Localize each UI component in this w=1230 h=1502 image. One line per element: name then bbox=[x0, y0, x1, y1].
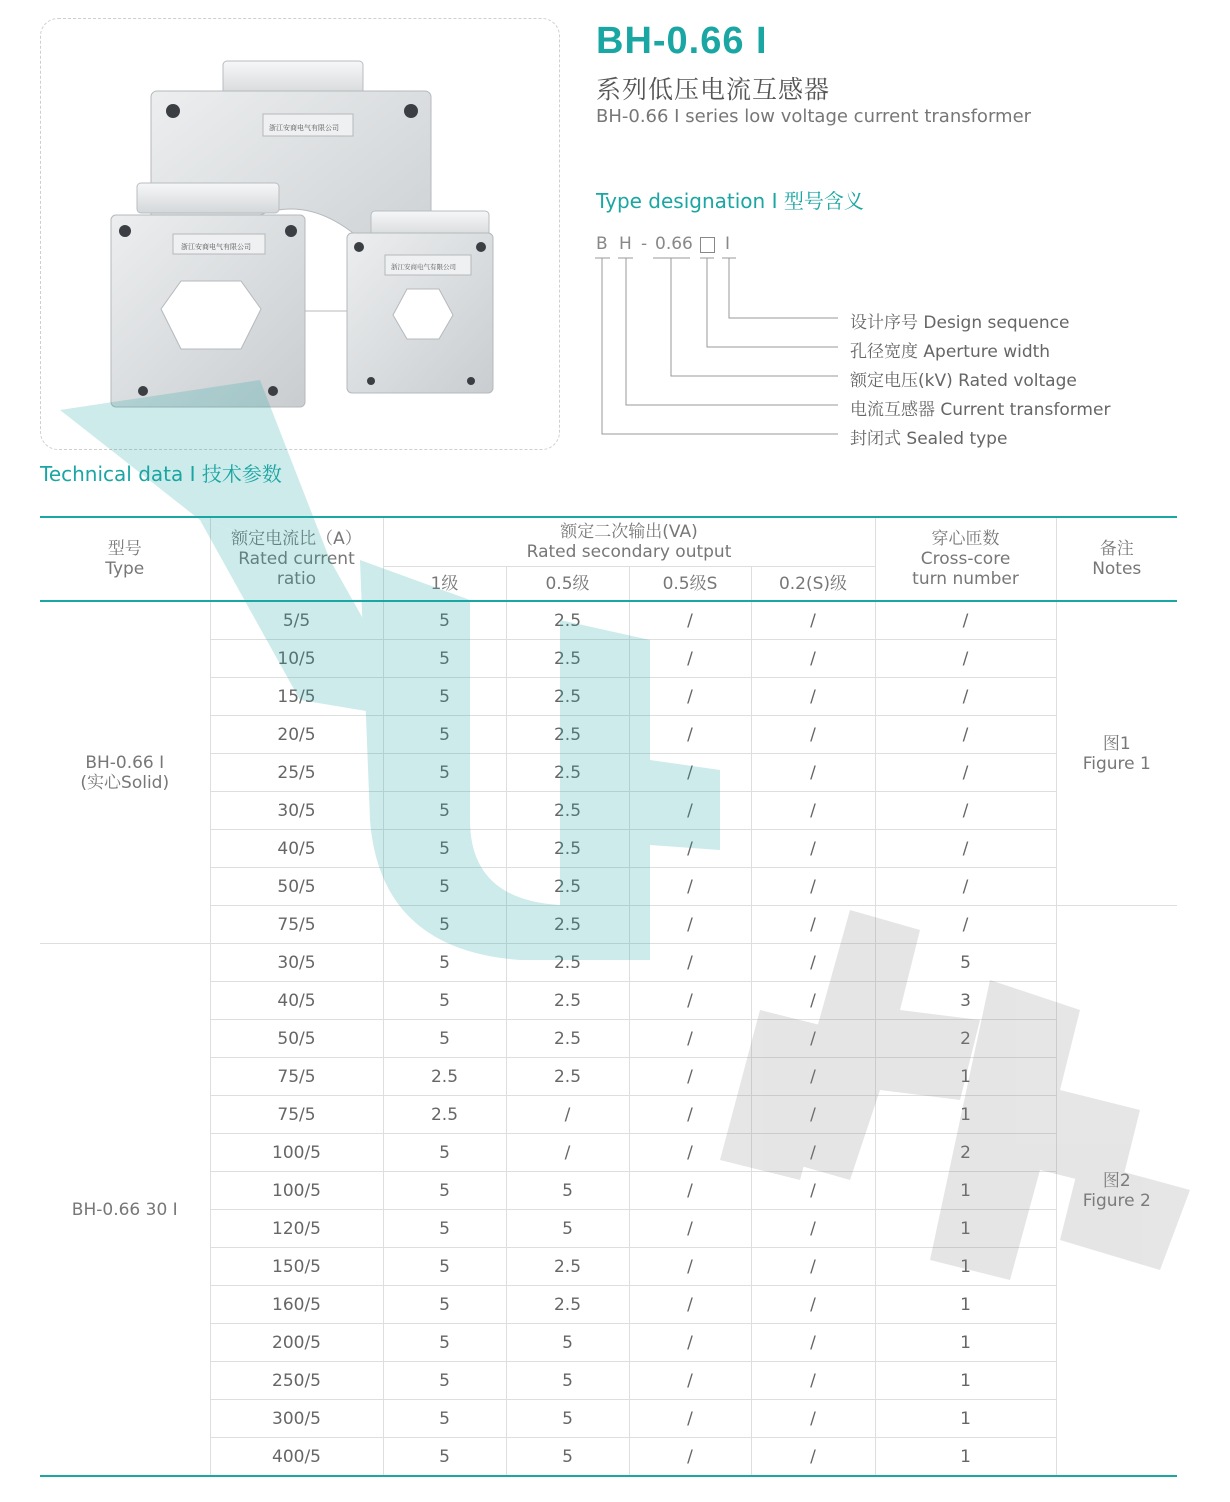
table-row bbox=[40, 1096, 1177, 1134]
code-voltage: 0.66 bbox=[655, 234, 693, 254]
class-0-5-cell: 2.5 bbox=[506, 678, 629, 716]
class-1-cell: 5 bbox=[383, 1400, 506, 1438]
turns-cell: / bbox=[875, 830, 1056, 868]
table-row bbox=[40, 640, 1177, 678]
class-0-5s-cell: / bbox=[629, 1286, 751, 1324]
turns-cell: 1 bbox=[875, 1210, 1056, 1248]
class-0-5-cell: 5 bbox=[506, 1172, 629, 1210]
photo-label-small-left: 浙江安商电气有限公司 bbox=[181, 243, 251, 251]
class-0-5s-cell: / bbox=[629, 944, 751, 982]
code-letter-b: B bbox=[596, 234, 608, 254]
type-designation-heading: Type designation I 型号含义 bbox=[596, 189, 864, 213]
class-1-cell: 5 bbox=[383, 1248, 506, 1286]
table-row bbox=[40, 1134, 1177, 1172]
class-0-5-cell: 2.5 bbox=[506, 716, 629, 754]
class-0-2s-cell: / bbox=[751, 1286, 875, 1324]
table-row bbox=[40, 906, 1177, 944]
table-row bbox=[40, 1248, 1177, 1286]
class-1-cell: 5 bbox=[383, 906, 506, 944]
table-row bbox=[40, 830, 1177, 868]
header-rated-secondary-output: 额定二次输出(VA) Rated secondary output bbox=[383, 517, 875, 567]
turns-cell: 1 bbox=[875, 1286, 1056, 1324]
table-row bbox=[40, 1324, 1177, 1362]
photo-label-small-right: 浙江安商电气有限公司 bbox=[391, 263, 456, 271]
class-0-5s-cell: / bbox=[629, 601, 751, 640]
turns-cell: / bbox=[875, 601, 1056, 640]
class-0-5s-cell: / bbox=[629, 982, 751, 1020]
class-0-5-cell: 2.5 bbox=[506, 982, 629, 1020]
class-0-2s-cell: / bbox=[751, 1134, 875, 1172]
class-1-cell: 5 bbox=[383, 868, 506, 906]
ratio-cell: 15/5 bbox=[210, 678, 383, 716]
class-0-2s-cell: / bbox=[751, 1324, 875, 1362]
technical-data-table bbox=[40, 516, 1177, 1477]
ratio-cell: 5/5 bbox=[210, 601, 383, 640]
ratio-cell: 160/5 bbox=[210, 1286, 383, 1324]
ratio-cell: 150/5 bbox=[210, 1248, 383, 1286]
class-0-2s-cell: / bbox=[751, 716, 875, 754]
class-0-5-cell: 2.5 bbox=[506, 1286, 629, 1324]
code-dash: - bbox=[641, 234, 648, 254]
table-row bbox=[40, 601, 1177, 640]
turns-cell: 1 bbox=[875, 1438, 1056, 1477]
class-0-5s-cell: / bbox=[629, 640, 751, 678]
class-0-5-cell: 2.5 bbox=[506, 1248, 629, 1286]
class-0-5-cell: 5 bbox=[506, 1362, 629, 1400]
table-row bbox=[40, 982, 1177, 1020]
ratio-cell: 75/5 bbox=[210, 1058, 383, 1096]
code-letter-h: H bbox=[619, 234, 632, 254]
ratio-cell: 30/5 bbox=[210, 944, 383, 982]
table-row bbox=[40, 868, 1177, 906]
class-1-cell: 5 bbox=[383, 754, 506, 792]
ratio-cell: 10/5 bbox=[210, 640, 383, 678]
turns-cell: 5 bbox=[875, 944, 1056, 982]
class-0-2s-cell: / bbox=[751, 754, 875, 792]
turns-cell: 1 bbox=[875, 1400, 1056, 1438]
class-0-5-cell: / bbox=[506, 1134, 629, 1172]
turns-cell: 1 bbox=[875, 1324, 1056, 1362]
legend-sealed-type: 封闭式 Sealed type bbox=[850, 429, 1008, 449]
subtitle-chinese: 系列低压电流互感器 bbox=[596, 75, 831, 104]
class-0-5-cell: 2.5 bbox=[506, 601, 629, 640]
ratio-cell: 200/5 bbox=[210, 1324, 383, 1362]
class-0-2s-cell: / bbox=[751, 640, 875, 678]
table-row bbox=[40, 792, 1177, 830]
turns-cell: 1 bbox=[875, 1058, 1056, 1096]
turns-cell: / bbox=[875, 716, 1056, 754]
header-class-1: 1级 bbox=[383, 567, 506, 602]
class-0-5-cell: 5 bbox=[506, 1210, 629, 1248]
class-0-2s-cell: / bbox=[751, 982, 875, 1020]
class-0-5-cell: / bbox=[506, 1096, 629, 1134]
class-1-cell: 5 bbox=[383, 601, 506, 640]
class-0-2s-cell: / bbox=[751, 1058, 875, 1096]
turns-cell: 1 bbox=[875, 1362, 1056, 1400]
class-0-2s-cell: / bbox=[751, 868, 875, 906]
class-1-cell: 5 bbox=[383, 678, 506, 716]
class-0-2s-cell: / bbox=[751, 830, 875, 868]
class-0-5s-cell: / bbox=[629, 1248, 751, 1286]
class-1-cell: 5 bbox=[383, 716, 506, 754]
ratio-cell: 120/5 bbox=[210, 1210, 383, 1248]
class-1-cell: 5 bbox=[383, 640, 506, 678]
legend-design-sequence: 设计序号 Design sequence bbox=[850, 313, 1070, 333]
legend-current-transformer: 电流互感器 Current transformer bbox=[850, 400, 1111, 420]
class-1-cell: 2.5 bbox=[383, 1096, 506, 1134]
header-class-0-2s: 0.2(S)级 bbox=[751, 567, 875, 602]
class-1-cell: 5 bbox=[383, 1438, 506, 1477]
class-1-cell: 5 bbox=[383, 1286, 506, 1324]
notes-cell: 图1 Figure 1 bbox=[1056, 601, 1177, 906]
photo-label-large: 浙江安商电气有限公司 bbox=[269, 124, 339, 132]
notes-cell: 图2 Figure 2 bbox=[1056, 906, 1177, 1477]
model-type-cell: BH-0.66 30 I bbox=[40, 944, 210, 1477]
class-0-2s-cell: / bbox=[751, 1362, 875, 1400]
class-1-cell: 5 bbox=[383, 944, 506, 982]
legend-aperture-width: 孔径宽度 Aperture width bbox=[850, 342, 1051, 362]
class-0-5s-cell: / bbox=[629, 716, 751, 754]
turns-cell: / bbox=[875, 792, 1056, 830]
header-class-0-5: 0.5级 bbox=[506, 567, 629, 602]
ratio-cell: 40/5 bbox=[210, 830, 383, 868]
table-row bbox=[40, 1286, 1177, 1324]
table-row bbox=[40, 1210, 1177, 1248]
class-0-5-cell: 2.5 bbox=[506, 944, 629, 982]
turns-cell: 1 bbox=[875, 1096, 1056, 1134]
class-0-5-cell: 5 bbox=[506, 1438, 629, 1477]
class-0-5s-cell: / bbox=[629, 754, 751, 792]
code-design-sequence: I bbox=[725, 234, 731, 254]
class-0-5s-cell: / bbox=[629, 1058, 751, 1096]
header-cross-core-turns: 穿心匝数 Cross-core turn number bbox=[875, 517, 1056, 601]
ratio-cell: 100/5 bbox=[210, 1134, 383, 1172]
class-0-2s-cell: / bbox=[751, 906, 875, 944]
table-row bbox=[40, 678, 1177, 716]
class-0-5-cell: 2.5 bbox=[506, 1020, 629, 1058]
table-row bbox=[40, 944, 1177, 982]
ratio-cell: 100/5 bbox=[210, 1172, 383, 1210]
class-0-5s-cell: / bbox=[629, 1400, 751, 1438]
class-1-cell: 5 bbox=[383, 792, 506, 830]
class-1-cell: 5 bbox=[383, 1362, 506, 1400]
turns-cell: 2 bbox=[875, 1020, 1056, 1058]
class-0-5-cell: 2.5 bbox=[506, 906, 629, 944]
ratio-cell: 50/5 bbox=[210, 868, 383, 906]
turns-cell: 3 bbox=[875, 982, 1056, 1020]
class-1-cell: 5 bbox=[383, 1324, 506, 1362]
subtitle-english: BH-0.66 I series low voltage current transformer bbox=[596, 106, 1032, 127]
table-row bbox=[40, 1172, 1177, 1210]
class-0-5s-cell: / bbox=[629, 792, 751, 830]
turns-cell: 1 bbox=[875, 1248, 1056, 1286]
class-0-5-cell: 2.5 bbox=[506, 868, 629, 906]
class-0-5s-cell: / bbox=[629, 906, 751, 944]
class-0-5s-cell: / bbox=[629, 1210, 751, 1248]
class-1-cell: 2.5 bbox=[383, 1058, 506, 1096]
ratio-cell: 40/5 bbox=[210, 982, 383, 1020]
table-row bbox=[40, 1020, 1177, 1058]
turns-cell: / bbox=[875, 640, 1056, 678]
class-0-5s-cell: / bbox=[629, 1096, 751, 1134]
class-0-2s-cell: / bbox=[751, 792, 875, 830]
class-0-5-cell: 2.5 bbox=[506, 640, 629, 678]
table-row bbox=[40, 754, 1177, 792]
header-type: 型号 Type bbox=[40, 517, 210, 601]
class-0-5-cell: 5 bbox=[506, 1400, 629, 1438]
table-row bbox=[40, 1362, 1177, 1400]
header-class-0-5s: 0.5级S bbox=[629, 567, 751, 602]
class-0-5s-cell: / bbox=[629, 868, 751, 906]
class-0-2s-cell: / bbox=[751, 1400, 875, 1438]
technical-data-heading: Technical data I 技术参数 bbox=[40, 462, 282, 486]
table-row bbox=[40, 1400, 1177, 1438]
class-0-5-cell: 2.5 bbox=[506, 1058, 629, 1096]
class-0-2s-cell: / bbox=[751, 1248, 875, 1286]
table-row bbox=[40, 716, 1177, 754]
class-0-5s-cell: / bbox=[629, 1172, 751, 1210]
class-0-5-cell: 2.5 bbox=[506, 754, 629, 792]
class-0-5-cell: 2.5 bbox=[506, 830, 629, 868]
class-1-cell: 5 bbox=[383, 1172, 506, 1210]
class-0-2s-cell: / bbox=[751, 1210, 875, 1248]
class-1-cell: 5 bbox=[383, 1020, 506, 1058]
class-0-2s-cell: / bbox=[751, 1438, 875, 1477]
class-0-5s-cell: / bbox=[629, 1438, 751, 1477]
class-0-5s-cell: / bbox=[629, 1020, 751, 1058]
designation-diagram bbox=[0, 0, 1230, 460]
model-type-cell: BH-0.66 I (实心Solid) bbox=[40, 601, 210, 944]
class-0-2s-cell: / bbox=[751, 1020, 875, 1058]
class-1-cell: 5 bbox=[383, 1210, 506, 1248]
turns-cell: / bbox=[875, 906, 1056, 944]
ratio-cell: 75/5 bbox=[210, 906, 383, 944]
turns-cell: / bbox=[875, 678, 1056, 716]
class-1-cell: 5 bbox=[383, 830, 506, 868]
class-0-2s-cell: / bbox=[751, 1096, 875, 1134]
turns-cell: 1 bbox=[875, 1172, 1056, 1210]
header-rated-current-ratio: 额定电流比（A） Rated current ratio bbox=[210, 517, 383, 601]
ratio-cell: 50/5 bbox=[210, 1020, 383, 1058]
class-0-5-cell: 2.5 bbox=[506, 792, 629, 830]
class-0-5s-cell: / bbox=[629, 1362, 751, 1400]
turns-cell: / bbox=[875, 754, 1056, 792]
class-0-2s-cell: / bbox=[751, 601, 875, 640]
legend-rated-voltage: 额定电压(kV) Rated voltage bbox=[850, 371, 1077, 391]
class-0-2s-cell: / bbox=[751, 678, 875, 716]
turns-cell: / bbox=[875, 868, 1056, 906]
ratio-cell: 300/5 bbox=[210, 1400, 383, 1438]
ratio-cell: 250/5 bbox=[210, 1362, 383, 1400]
ratio-cell: 25/5 bbox=[210, 754, 383, 792]
ratio-cell: 30/5 bbox=[210, 792, 383, 830]
class-1-cell: 5 bbox=[383, 1134, 506, 1172]
class-1-cell: 5 bbox=[383, 982, 506, 1020]
ratio-cell: 75/5 bbox=[210, 1096, 383, 1134]
class-0-5s-cell: / bbox=[629, 1134, 751, 1172]
class-0-2s-cell: / bbox=[751, 944, 875, 982]
ratio-cell: 20/5 bbox=[210, 716, 383, 754]
class-0-5s-cell: / bbox=[629, 830, 751, 868]
class-0-5s-cell: / bbox=[629, 1324, 751, 1362]
table-row bbox=[40, 1058, 1177, 1096]
turns-cell: 2 bbox=[875, 1134, 1056, 1172]
ratio-cell: 400/5 bbox=[210, 1438, 383, 1477]
class-0-2s-cell: / bbox=[751, 1172, 875, 1210]
class-0-5-cell: 5 bbox=[506, 1324, 629, 1362]
page-title: BH-0.66 I bbox=[596, 20, 768, 62]
header-notes: 备注 Notes bbox=[1056, 517, 1177, 601]
class-0-5s-cell: / bbox=[629, 678, 751, 716]
table-row bbox=[40, 1438, 1177, 1477]
